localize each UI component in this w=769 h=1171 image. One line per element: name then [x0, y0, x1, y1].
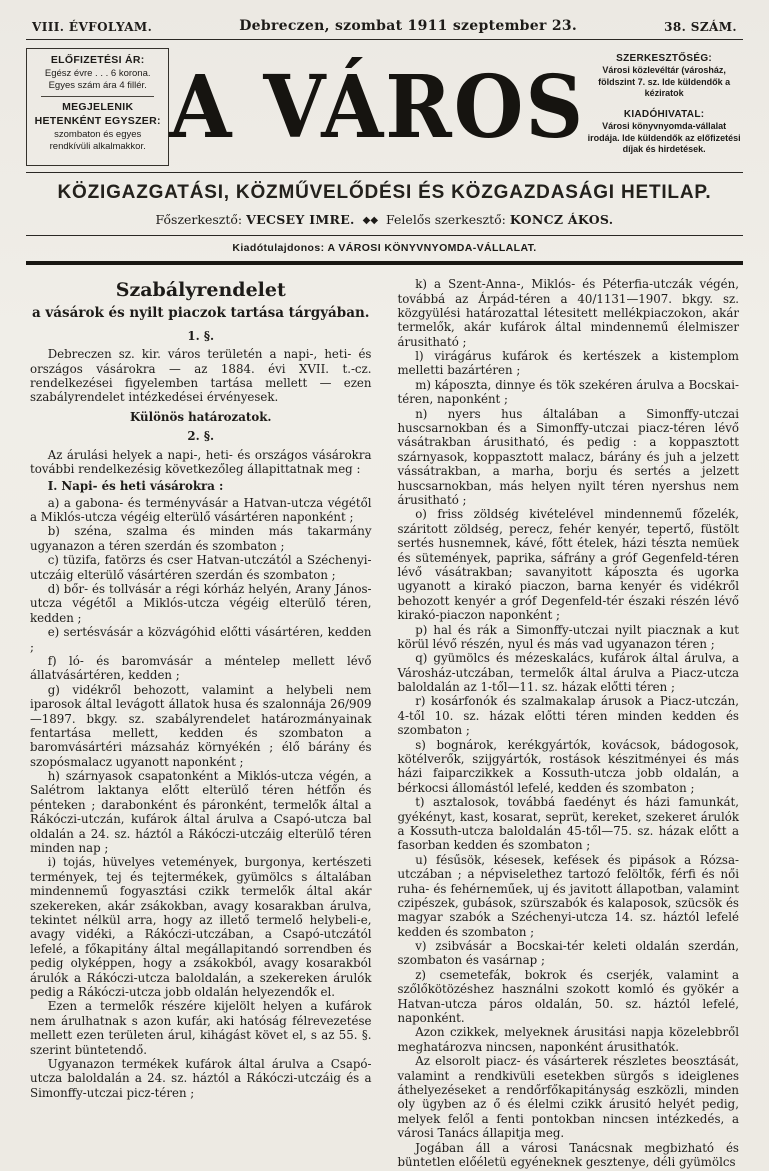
paragraph: f) ló- és baromvásár a méntelep mellett lévő állatvásártéren, kedden ; — [30, 653, 372, 683]
responsible-editor-label: Felelős szerkesztő: — [386, 212, 506, 228]
paragraph: r) kosárfonók és szalmakalap árusok a Piacz-utczán, 4-től 10. sz. házak előtti téren minden kedden és szombaton ; — [397, 694, 739, 738]
paragraph: 2. §. — [187, 429, 215, 444]
editorial-office-text: Városi közlevéltár (városház, földszint 7. sz. Ide küldendők a kéziratok — [598, 65, 731, 99]
publishing-office-block — [587, 108, 741, 156]
paragraph: s) bognárok, kerékgyártók, kovácsok, bádogosok, kötélverők, szijgyártók, rostások készitményei és más házi faiparczikkek a Kossuth-utcza jobb oldalán, a bérkocsi állomástól lefelé, kedden és szombaton ; — [397, 737, 739, 795]
responsible-editor-name: KONCZ ÁKOS. — [509, 212, 614, 228]
paragraph: h) szárnyasok csapatonként a Miklós-utcza végén, a Salétrom laktanya előtt elterülő téren hétfőn és pénteken ; darabonként és páronként, termelők által a Rákóczi-utczán, kufárok által árulva a Csapó-utcza bal oldalán a 24. sz. háztól a Rákóczi-utczáig elterülő téren minden nap ; — [30, 769, 372, 856]
dateline: Debreczen, szombat 1911 szeptember 23. — [239, 18, 578, 34]
publishing-office-title: KIADÓHIVATAL: — [623, 109, 705, 121]
subscription-box — [26, 48, 169, 166]
volume-label: VIII. ÉVFOLYAM. — [32, 20, 153, 34]
diamond-separator-icon: ◆◆ — [362, 215, 379, 227]
issue-number: 38. SZÁM. — [664, 20, 737, 34]
article-title: Szabályrendelet — [115, 279, 286, 302]
paragraph: l) virágárus kufárok és kertészek a kistemplom melletti bazártéren ; — [397, 349, 739, 378]
paragraph: Jogában áll a városi Tanácsnak megbizható és büntetlen előéletü egyéneknek gesztenye, déli gyümölcs — [397, 1140, 739, 1169]
paragraph: u) fésűsök, késesek, kefések és pipások a Rózsa-utczában ; a népviselethez tartozó felöltők, férfi és női ruha- és fehérneműek, uj és javitott állapotban, valamint czipészek, gubások, szürszabók és kalaposok, szücsök és magyar szabók a Széchenyi-utcza 14. sz. háztól lefelé kedden és szombaton ; — [397, 852, 739, 939]
paragraph: Ezen a termelők részére kijelölt helyen a kufárok nem árulhatnak s azon kufár, aki hatóság félrevezetése mellett ezen területen árul, kihágást követ el, s az 55. §. szerint büntetendő. — [30, 999, 372, 1057]
subscription-price-year: Egész évre . . . 6 korona. — [44, 67, 151, 79]
newspaper-title: A VÁROS — [169, 56, 586, 158]
paragraph: b) széna, szalma és minden más takarmány ugyanazon a téren szerdán és szombaton ; — [30, 524, 372, 553]
paragraph: Ugyanazon termékek kufárok által árulva a Csapó-utcza baloldalán a 24. sz. háztól a Rákóczi-utczáig és a Simonffy-utczai picz-téren ; — [30, 1056, 372, 1100]
paragraph: a) a gabona- és terményvásár a Hatvan-utcza végétől a Miklós-utcza végéig elterülő vásártéren naponként ; — [30, 495, 372, 525]
paragraph: n) nyers hus általában a Simonffy-utczai huscsarnokban és a Simonffy-utczai piacz-téren lévő vásátrakban árusitható, és pedig : a koppasztott szárnyasok, koppasztott malacz, bárány és juh a jelzett vássátrakban, a marha, borju és sertés a jelzett huscsarnokban, más helyen nyilt téren nyershus nem árusitható ; — [397, 406, 739, 507]
paragraph: z) csemetefák, bokrok és cserjék, valamint a szőlőkötözéshez használni szokott komló és gyökér a Hatvan-utcza páros oldalán, 50. sz. háztól lefelé, naponként. — [397, 967, 739, 1026]
frequency-text: szombaton és egyes rendkívüli alkalmakkor. — [49, 128, 146, 152]
paragraph: e) sertésvásár a közvágóhid előtti vásártéren, kedden ; — [30, 625, 372, 654]
paragraph: v) zsibvásár a Bocskai-tér keleti oldalán szerdán, szombaton és vasárnap ; — [397, 939, 739, 968]
paragraph: Az árulási helyek a napi-, heti- és országos vásárokra további rendelkezésig következőleg állapittatnak meg : — [30, 447, 372, 476]
paragraph: g) vidékről behozott, valamint a helybeli nem iparosok által levágott állatok husa és szalonnája 26/909—1897. bkgy. sz. szabályrendelet határozmányainak fentartása mellett, kedden és szombaton a baromvásártéri mázsaház környékén ; élő bárány és szopósmalacz ugyanott naponként ; — [30, 682, 372, 769]
header-divider — [26, 39, 743, 40]
masthead — [26, 48, 743, 166]
publisher-label: Kiadótulajdonos: — [232, 242, 325, 255]
publisher-name: A VÁROSI KÖNYVNYOMDA-VÁLLALAT. — [327, 242, 537, 255]
subscription-price-issue: Egyes szám ára 4 fillér. — [48, 79, 147, 91]
editorial-office-title: SZERKESZTŐSÉG: — [616, 53, 713, 64]
paragraph: i) tojás, hüvelyes vetemények, burgonya, kertészeti termények, tej és tejtermékek, gyümölcs s általában mindennemű fogyasztási czikk termelők által akár szekereken, akár zsákokban, avagy kosarakban árulva, tekintet nélkül arra, hogy az illető termelő helybeli-e, avagy vidéki, a Rákóczi-utczában, a Csapó-utczától lefelé, a főkapitány által megállapitandó sorrendben és pedig olyképpen, hogy a zsákokból, avagy kosarakból árulók a Rákóczi-utcza baloldalán, a szekereken árulók pedig a Rákóczi-utcza jobb oldalán helyezendők el. — [30, 855, 372, 999]
publishing-office-text: Városi könyvnyomda-vállalat irodája. Ide küldendők az előfizetési díjak és hirdetések. — [587, 121, 741, 155]
editors-line — [26, 210, 743, 235]
paragraph: t) asztalosok, továbbá faedényt és házi famunkát, gyékényt, kast, kosarat, seprüt, kereket, szekeret árulók a Kossuth-utcza baloldalán 45-től—75. sz. házak előtt a fasorban kedden és szombaton ; — [397, 795, 739, 853]
left-column — [30, 277, 372, 1169]
paragraph: k) a Szent-Anna-, Miklós- és Péterfia-utczák végén, továbbá az Árpád-téren a 40/1131—1907. bkgy. sz. közgyülési határozattal létesitett mellékpiaczokon, akár termelők, akár kufárok által mindennemű élelmiszer árusitható ; — [397, 277, 739, 349]
left-column-paragraphs — [30, 329, 372, 1100]
article-subtitle: a vásárok és nyilt piaczok tartása tárgyában. — [31, 305, 370, 322]
subscription-title: ELŐFIZETÉSI ÁR: — [50, 54, 145, 66]
paragraph: 1. §. — [187, 328, 215, 343]
paragraph: m) káposzta, dinnye és tök szekéren árulva a Bocskai-téren, naponként ; — [397, 377, 739, 407]
paragraph: I. Napi- és heti vásárokra : — [47, 479, 224, 494]
paragraph: Debreczen sz. kir. város területén a napi-, heti- és országos vásárokra — az 1884. évi XVII. t.-cz. rendelkezései figyelemben tartása mellett — ezen szabályrendelet intézkedései érvényesek. — [30, 347, 372, 405]
box-divider — [41, 96, 154, 97]
publisher-line — [26, 236, 743, 261]
paragraph: o) friss zöldség kivételével mindennemű főzelék, száritott zöldség, perecz, fehér kenyér, tepertő, füstölt sertés husnemnek, kávé, főtt ételek, házi tészta nemüek és sütemények, paprika, sáfrány a gróf Gegenfeld-téren lévő vásátrakban; savanyitott káposzta és ugorka ugyanott a kirakó piaczon, barna kenyér és vidékről behozott kenyér a gróf Degenfeld-tér északi részén lévő kirakó-piaczon naponként ; — [397, 507, 739, 623]
paragraph: Különös határozatok. — [130, 409, 272, 424]
paragraph: Azon czikkek, melyeknek árusitási napja közelebbről meghatározva nincsen, naponként árusithatók. — [397, 1025, 739, 1054]
paragraph: p) hal és rák a Simonffy-utczai nyilt piacznak a kut körül lévő részén, nyul és más vad ugyanazon téren ; — [397, 622, 739, 651]
editorial-office-block — [587, 52, 741, 100]
newspaper-subtitle: KÖZIGAZGATÁSI, KÖZMŰVELŐDÉSI ÉS KÖZGAZDASÁGI HETILAP. — [57, 182, 712, 204]
paragraph: c) tüzifa, fatörzs és cser Hatvan-utczától a Széchenyi-utczáig elterülő vásártéren szerdán és szombaton ; — [30, 553, 372, 582]
chief-editor-name: VECSEY IMRE. — [246, 212, 355, 228]
paragraph: q) gyümölcs és mézeskalács, kufárok által árulva, a Városház-utczában, termelők által árulva a Piacz-utcza baloldalán az 1-től—11. sz. házak előtti téren ; — [397, 651, 739, 695]
right-column — [398, 277, 740, 1169]
masthead-center — [169, 48, 585, 166]
paragraph: d) bőr- és tollvásár a régi kórház helyén, Arany János-utcza végétől a Miklós-utcza végéig elterülő téren, kedden ; — [30, 582, 372, 625]
top-header-row — [26, 14, 743, 39]
frequency-title: MEGJELENIK HETENKÉNT EGYSZER: — [34, 101, 161, 127]
right-column-paragraphs — [398, 277, 740, 1169]
paragraph: Az elsorolt piacz- és vásárterek részletes beosztását, valamint a rendkivüli esetekben sürgős s ideiglenes áthelyezéseket a rendőrfőkapitányság eszközli, minden oly ügyben az ő és élelmi czikk árusitó helyét pedig, melyek felől a fenti pontokban nincsen intézkedés, a városi Tanács állapitja meg. — [397, 1054, 739, 1141]
chief-editor-label: Főszerkesztő: — [155, 212, 243, 228]
article-body — [26, 265, 743, 1169]
editorial-office-box — [585, 48, 743, 166]
